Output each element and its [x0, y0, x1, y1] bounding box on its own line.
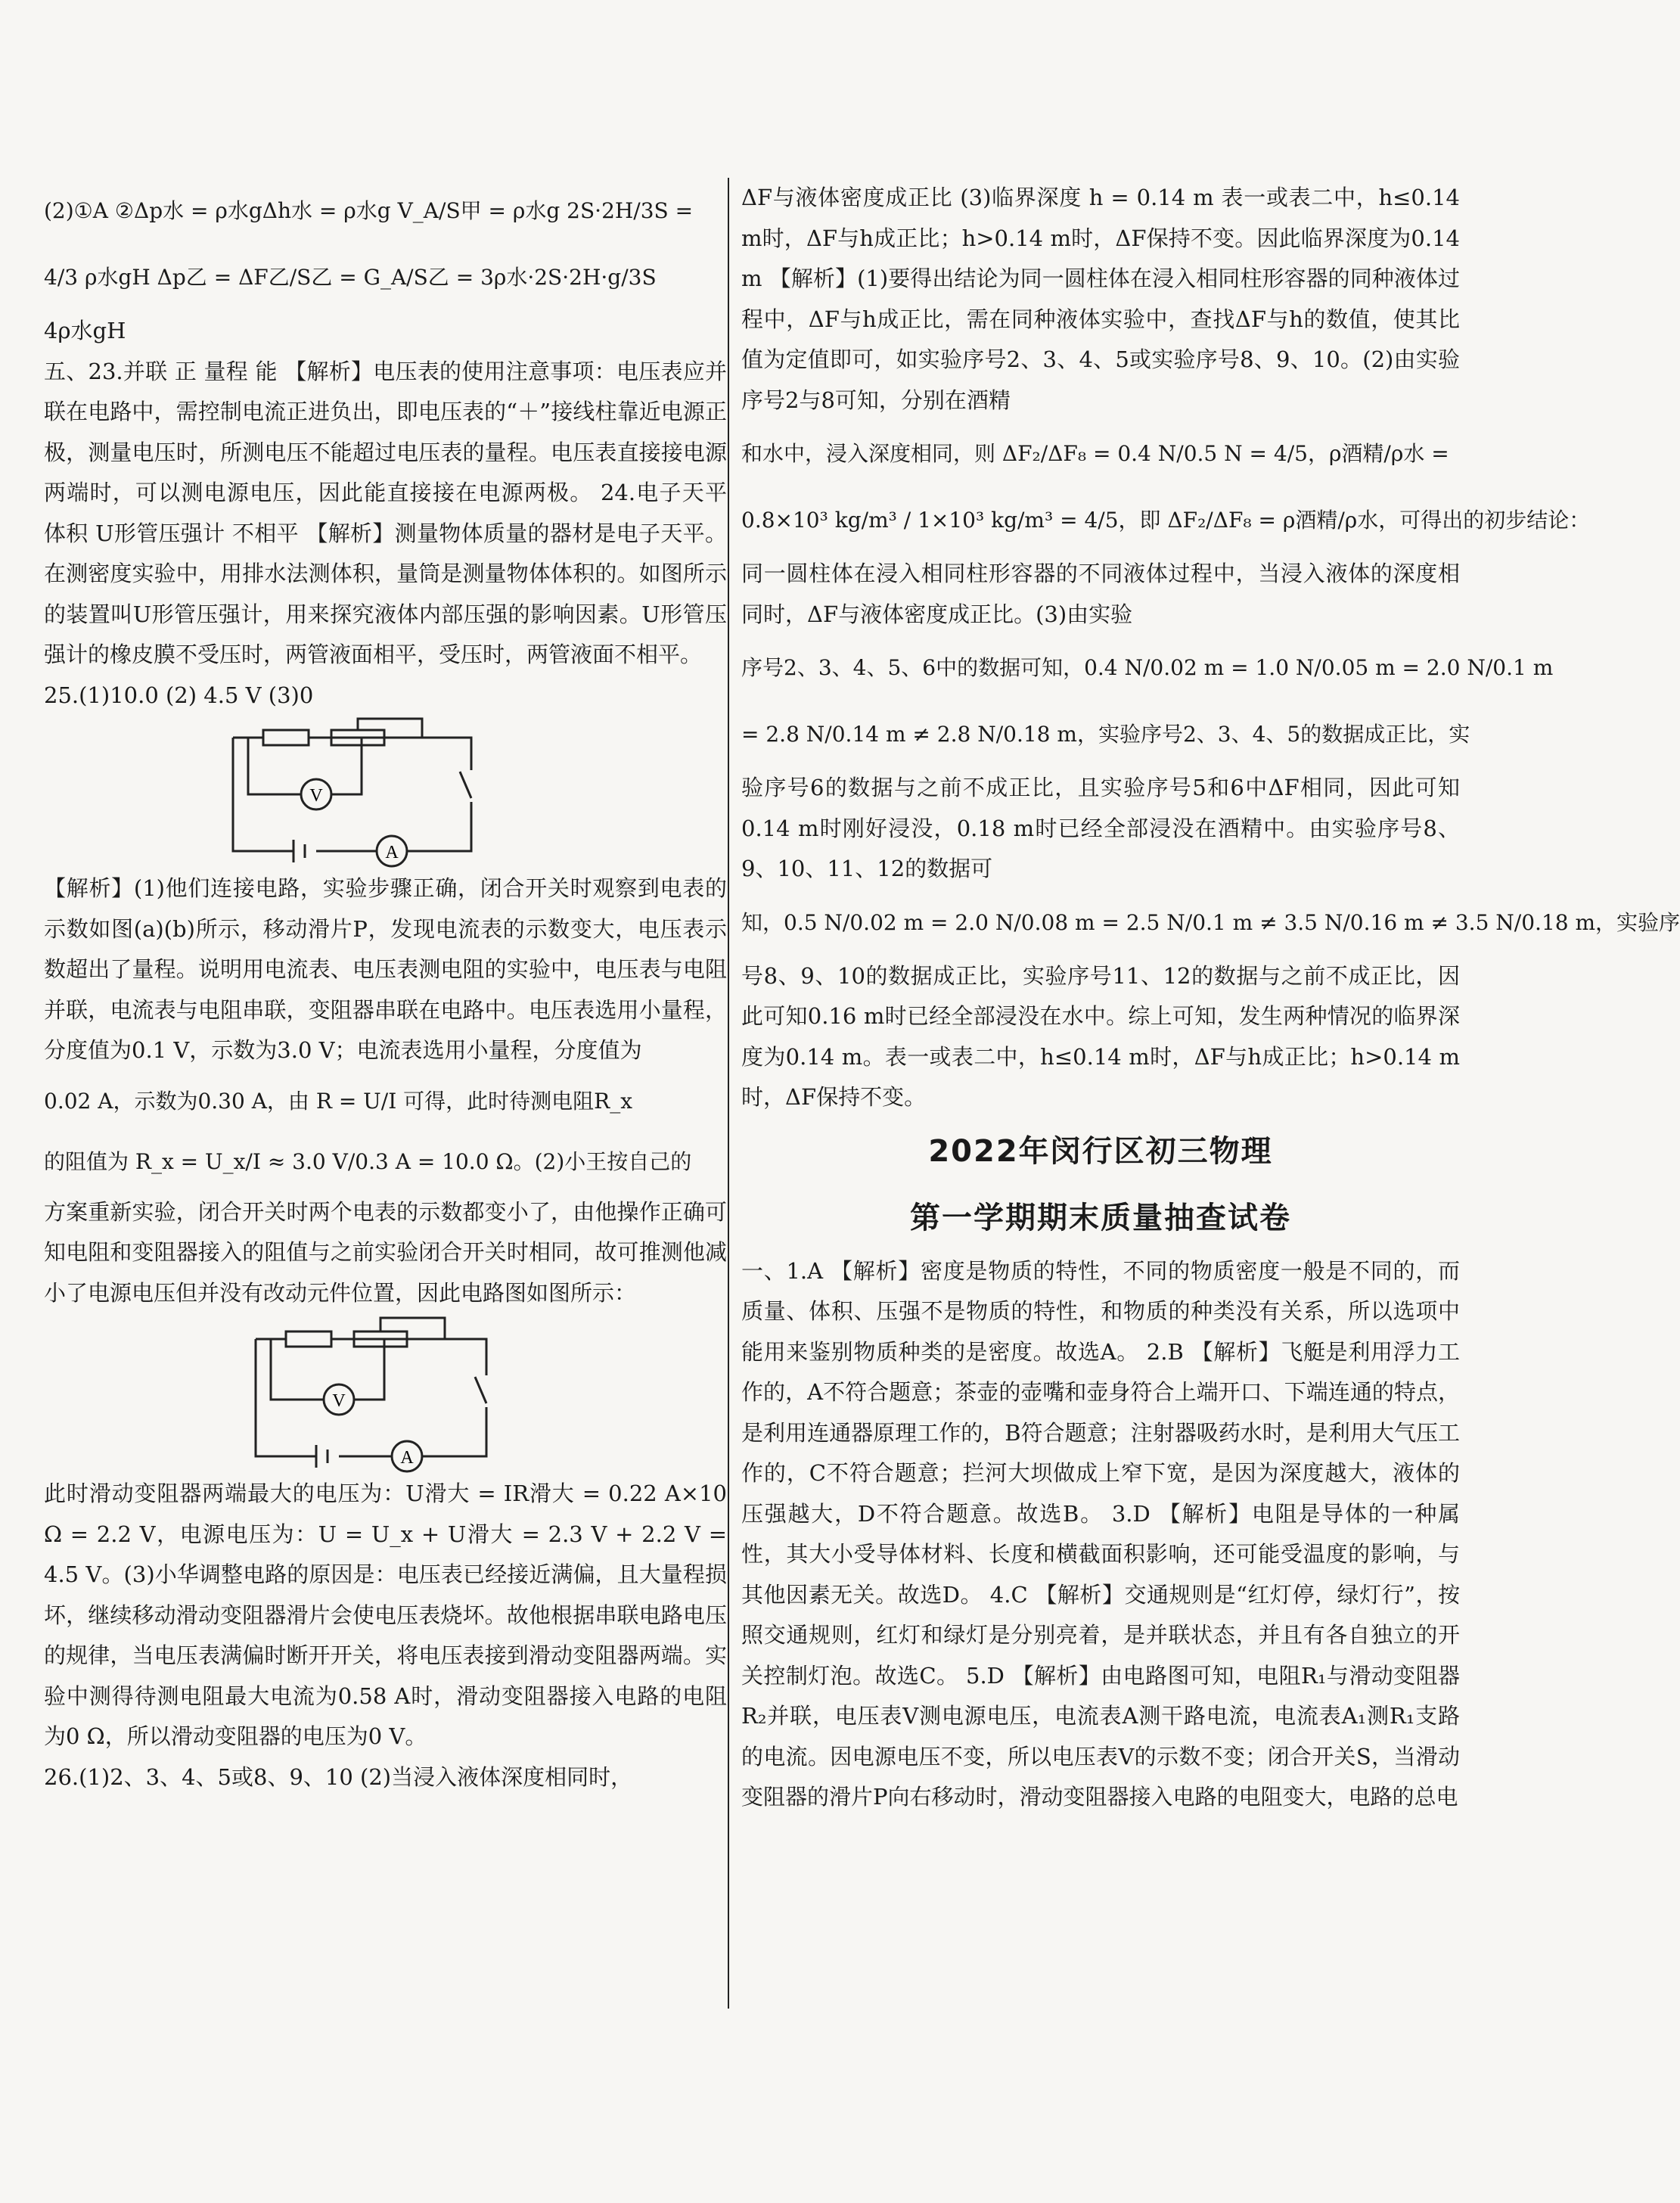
- conclusion-text: 同一圆柱体在浸入相同柱形容器的不同液体过程中，当浸入液体的深度相同时，ΔF与液体密度成正比。(3)由实验: [741, 561, 1460, 627]
- circuit-diagram-1: [44, 719, 727, 862]
- ratio-line-5: 知，0.5 N/0.02 m = 2.0 N/0.08 m = 2.5 N/0.1 m ≠ 3.5 N/0.16 m ≠ 3.5 N/0.18 m，实验序: [741, 909, 1680, 935]
- answers-section-1: 一、1.A 【解析】密度是物质的特性，不同的物质密度一般是不同的，而质量、体积、压强不是物质的特性，和物质的种类没有关系，所以选项中能用来鉴别物质种类的是密度。故选A。 2.B 【解析】飞艇是利用浮力工作的，A不符合题意；茶壶的壶嘴和壶身符合上端开口、下端连通的特点，是利用连通器原理工作的，B符合题意；注射器吸药水时，是利用大气压工作的，C不符合题意；拦河大坝做成上窄下宽，是因为深度越大，液体的压强越大，D不符合题意。故选B。 3.D 【解析】电阻是导体的一种属性，其大小受导体材料、长度和横截面积影响，还可能受温度的影响，与其他因素无关。故选D。 4.C 【解析】交通规则是“红灯停，绿灯行”，按照交通规则，红灯和绿灯是分别亮着，是并联状态，并且有各自独立的开关控制灯泡。故选C。 5.D 【解析】由电路图可知，电阻R₁与滑动变阻器R₂并联，电压表V测电源电压，电流表A测干路电流，电流表A₁测R₁支路的电流。因电源电压不变，所以电压表V的示数不变；闭合开关S，当滑动变阻器的滑片P向右移动时，滑动变阻器接入电路的电阻变大，电路的总电: [741, 1257, 1460, 1810]
- explanation-25-formula-1: 0.02 A，示数为0.30 A，由 R = U/I 可得，此时待测电阻R_x: [44, 1088, 633, 1114]
- ratio-line-2: 0.8×10³ kg/m³ / 1×10³ kg/m³ = 4/5，即 ΔF₂/ΔF₈ = ρ酒精/ρ水，可得出的初步结论：: [741, 508, 1591, 533]
- explanation-25-part1: 【解析】(1)他们连接电路，实验步骤正确，闭合开关时观察到电表的示数如图(a)(b)所示，移动滑片P，发现电流表的示数变大，电压表示数超出了量程。说明用电流表、电压表测电阻的实验中，电压表与电阻并联，电流表与电阻串联，变阻器串联在电路中。电压表选用小量程，分度值为0.1 V，示数为3.0 V；电流表选用小量程，分度值为: [44, 875, 727, 1063]
- exam-title-line-2: 第一学期期末质量抽查试卷: [910, 1200, 1291, 1235]
- explanation-25-formula-2: 的阻值为 R_x = U_x/I ≈ 3.0 V/0.3 A = 10.0 Ω。(2)小王按自己的: [44, 1148, 692, 1174]
- right-column: [741, 178, 1680, 1818]
- voltmeter-label-2: V: [332, 1391, 346, 1411]
- ratio-line-4: = 2.8 N/0.14 m ≠ 2.8 N/0.18 m，实验序号2、3、4、5的数据成正比，实: [741, 722, 1470, 747]
- answer-26-continued: ΔF与液体密度成正比 (3)临界深度 h = 0.14 m 表一或表二中，h≤0.14 m时，ΔF与h成正比；h>0.14 m时，ΔF保持不变。因此临界深度为0.14 m 【解析】(1)要得出结论为同一圆柱体在浸入相同柱形容器的同种液体过程中，ΔF与h成正比，需在同种液体实验中，查找ΔF与h的数值，使其比值为定值即可，如实验序号2、3、4、5或实验序号8、9、10。(2)由实验序号2与8可知，分别在酒精: [741, 185, 1460, 413]
- left-column: [44, 178, 727, 1798]
- ratio-line-1: 和水中，浸入深度相同，则 ΔF₂/ΔF₈ = 0.4 N/0.5 N = 4/5，ρ酒精/ρ水 =: [741, 441, 1449, 466]
- answer-25: 25.(1)10.0 (2) 4.5 V (3)0: [44, 682, 314, 708]
- answer-26: 26.(1)2、3、4、5或8、9、10 (2)当浸入液体深度相同时，: [44, 1763, 633, 1790]
- ammeter-label-2: A: [400, 1448, 414, 1468]
- formula-line-1: (2)①A ②Δp水 = ρ水gΔh水 = ρ水g V_A/S甲 = ρ水g 2S·2H/3S =: [44, 198, 694, 223]
- column-divider: [728, 178, 729, 2009]
- explanation-25-part3: 此时滑动变阻器两端最大的电压为：U滑大 = IR滑大 = 0.22 A×10 Ω = 2.2 V，电源电压为：U = U_x + U滑大 = 2.3 V + 2.2 V = 4.5 V。(3)小华调整电路的原因是：电压表已经接近满偏，且大量程损坏，继续移动滑动变阻器滑片会使电压表烧坏。故他根据串联电路电压的规律，当电压表满偏时断开开关，将电压表接到滑动变阻器两端。实验中测得待测电阻最大电流为0.58 A时，滑动变阻器接入电路的电阻为0 Ω，所以滑动变阻器的电压为0 V。: [44, 1481, 727, 1749]
- voltmeter-label: V: [309, 786, 323, 806]
- answer-23-24: 五、23.并联 正 量程 能 【解析】电压表的使用注意事项：电压表应并联在电路中，需控制电流正进负出，即电压表的“＋”接线柱靠近电源正极，测量电压时，所测电压不能超过电压表的量程。电压表直接接电源两端时，可以测电源电压，因此能直接接在电源两极。 24.电子天平 体积 U形管压强计 不相平 【解析】测量物体质量的器材是电子天平。在测密度实验中，用排水法测体积，量筒是测量物体体积的。如图所示的装置叫U形管压强计，用来探究液体内部压强的影响因素。U形管压强计的橡皮膜不受压时，两管液面相平，受压时，两管液面不相平。: [44, 358, 727, 667]
- analysis-text-1: 验序号6的数据与之前不成正比，且实验序号5和6中ΔF相同，因此可知0.14 m时刚好浸没，0.18 m时已经全部浸没在酒精中。由实验序号8、9、10、11、12的数据可: [741, 775, 1460, 881]
- ammeter-label: A: [385, 843, 399, 862]
- formula-line-3: 4ρ水gH: [44, 318, 126, 343]
- circuit-diagram-2: [44, 1316, 727, 1468]
- analysis-text-2: 号8、9、10的数据成正比，实验序号11、12的数据与之前不成正比，因此可知0.16 m时已经全部浸没在水中。综上可知，发生两种情况的临界深度为0.14 m。表一或表二中，h≤0.14 m时，ΔF与h成正比；h>0.14 m时，ΔF保持不变。: [741, 962, 1460, 1110]
- ratio-line-3: 序号2、3、4、5、6中的数据可知，0.4 N/0.02 m = 1.0 N/0.05 m = 2.0 N/0.1 m: [741, 655, 1554, 680]
- explanation-25-part2: 方案重新实验，闭合开关时两个电表的示数都变小了，由他操作正确可知电阻和变阻器接入的阻值与之前实验闭合开关时相同，故可推测他减小了电源电压但并没有改动元件位置，因此电路图如图所示：: [44, 1198, 727, 1306]
- formula-line-2: 4/3 ρ水gH Δp乙 = ΔF乙/S乙 = G_A/S乙 = 3ρ水·2S·2H·g/3S: [44, 265, 657, 290]
- exam-title-line-1: 2022年闵行区初三物理: [928, 1133, 1273, 1169]
